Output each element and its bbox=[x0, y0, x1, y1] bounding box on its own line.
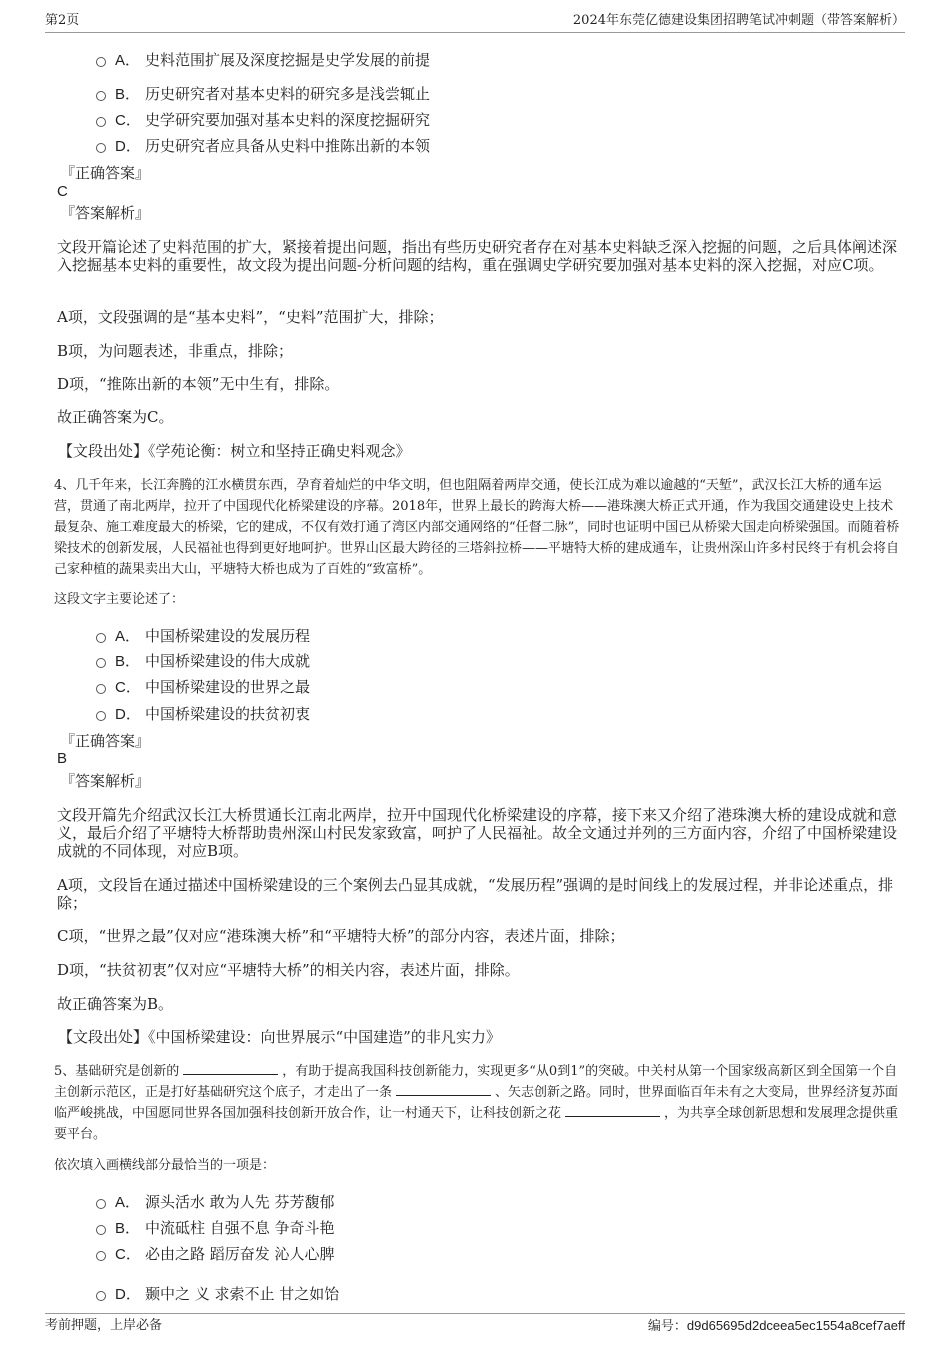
document-code: 编号：d9d65695d2dceea5ec1554a8cef7aeff bbox=[647, 1318, 905, 1333]
q4-conclusion: 故正确答案为B。 bbox=[57, 995, 174, 1013]
q4-answer: B bbox=[57, 750, 68, 767]
q3-analysis-a: A项，文段强调的是“基本史料”，“史料”范围扩大，排除； bbox=[57, 308, 444, 326]
q5-option-c[interactable]: C． 必由之路 蹈厉奋发 沁人心脾 bbox=[96, 1244, 335, 1265]
q5-option-b[interactable]: B． 中流砥柱 自强不息 争奇斗艳 bbox=[96, 1218, 335, 1239]
q4-option-c[interactable]: C． 中国桥梁建设的世界之最 bbox=[96, 677, 310, 698]
q5-option-d[interactable]: D． 颞中之 义 求索不止 甘之如饴 bbox=[96, 1284, 339, 1305]
q4-analysis-d: D项，“扶贫初衷”仅对应“平塘特大桥”的相关内容，表述片面，排除。 bbox=[57, 961, 520, 979]
q3-option-b[interactable]: B． 历史研究者对基本史料的研究多是浅尝辄止 bbox=[96, 84, 430, 105]
q3-conclusion: 故正确答案为C。 bbox=[57, 408, 174, 426]
q3-analysis-d: D项，“推陈出新的本领”无中生有，排除。 bbox=[57, 375, 340, 393]
radio-icon[interactable] bbox=[96, 633, 106, 643]
footer-slogan: 考前押题，上岸必备 bbox=[45, 1318, 163, 1333]
q3-analysis-label: 『答案解析』 bbox=[60, 204, 151, 222]
radio-icon[interactable] bbox=[96, 57, 106, 67]
q4-source: 【文段出处】《中国桥梁建设：向世界展示“中国建造”的非凡实力》 bbox=[58, 1028, 501, 1046]
radio-icon[interactable] bbox=[96, 658, 106, 668]
q4-question-text: 4、几千年来，长江奔腾的江水横贯东西，孕育着灿烂的中华文明，但也阻隔着两岸交通，使长江成为难以逾越的“天堑”，武汉长江大桥的通车运营，贯通了南北两岸，拉开了中国现代化桥梁建设的序幕。2018年，世界上最长的跨海大桥——港珠澳大桥正式开通，作为我国交通建设史上技术最复杂、施工难度最大的桥梁，它的建成，不仅有效打通了湾区内部交通网络的“任督二脉”，同时也证明中国已从桥梁大国走向桥梁强国。而随着桥梁技术的创新发展，人民福祉也得到更好地呵护。世界山区最大跨径的三塔斜拉桥——平塘特大桥的建成通车，让贵州深山许多村民终于有机会将自己家种植的蔬果卖出大山，平塘特大桥也成为了百姓的“致富桥”。 bbox=[54, 478, 900, 577]
radio-icon[interactable] bbox=[96, 117, 106, 127]
radio-icon[interactable] bbox=[96, 684, 106, 694]
q3-answer-label: 『正确答案』 bbox=[60, 164, 151, 182]
radio-icon[interactable] bbox=[96, 91, 106, 101]
q4-option-d[interactable]: D． 中国桥梁建设的扶贫初衷 bbox=[96, 704, 310, 725]
radio-icon[interactable] bbox=[96, 143, 106, 153]
document-title: 2024年东莞亿德建设集团招聘笔试冲刺题（带答案解析） bbox=[572, 13, 905, 28]
q4-prompt: 这段文字主要论述了： bbox=[54, 592, 185, 607]
q4-answer-label: 『正确答案』 bbox=[60, 732, 151, 750]
q3-option-c[interactable]: C． 史学研究要加强对基本史料的深度挖掘研究 bbox=[96, 110, 430, 131]
radio-icon[interactable] bbox=[96, 1251, 106, 1261]
q3-option-d[interactable]: D． 历史研究者应具备从史料中推陈出新的本领 bbox=[96, 136, 430, 157]
fill-blank-2 bbox=[396, 1083, 491, 1096]
q3-source: 【文段出处】《学苑论衡：树立和坚持正确史料观念》 bbox=[58, 442, 411, 460]
page-number: 第2页 bbox=[45, 13, 80, 28]
radio-icon[interactable] bbox=[96, 1199, 106, 1209]
q4-analysis-a: A项，文段旨在通过描述中国桥梁建设的三个案例去凸显其成就，“发展历程”强调的是时间线上的发展过程，并非论述重点，排除； bbox=[57, 876, 894, 912]
q3-analysis-main: 文段开篇论述了史料范围的扩大，紧接着提出问题，指出有些历史研究者存在对基本史料缺乏深入挖掘的问题，之后具体阐述深入挖掘基本史料的重要性，故文段为提出问题-分析问题的结构，重在强调史学研究要加强对基本史料的深入挖掘，对应C项。 bbox=[57, 238, 898, 274]
page-header bbox=[45, 10, 905, 33]
q3-analysis-b: B项，为问题表述，非重点，排除； bbox=[57, 342, 294, 360]
q4-option-a[interactable]: A． 中国桥梁建设的发展历程 bbox=[96, 626, 310, 647]
radio-icon[interactable] bbox=[96, 1291, 106, 1301]
q3-answer: C bbox=[57, 183, 68, 200]
q4-option-b[interactable]: B． 中国桥梁建设的伟大成就 bbox=[96, 651, 310, 672]
q5-prompt: 依次填入画横线部分最恰当的一项是： bbox=[54, 1158, 276, 1173]
fill-blank-3 bbox=[565, 1104, 660, 1117]
q5-question-text: 5、基础研究是创新的 ，有助于提高我国科技创新能力，实现更多“从0到1”的突破。中关村从第一个国家级高新区到全国第一个自主创新示范区，正是打好基础研究这个底子，才走出了一条 、矢志创新之路。同时，世界面临百年未有之大变局，世界经济复苏面临严峻挑战，中国愿同世界各国加强科技创新开放合作，让一村通天下，让科技创新之花 ，为共享全球创新思想和发展理念提供重要平台。 bbox=[54, 1064, 899, 1142]
radio-icon[interactable] bbox=[96, 711, 106, 721]
radio-icon[interactable] bbox=[96, 1225, 106, 1235]
q3-option-a[interactable]: A． 史料范围扩展及深度挖掘是史学发展的前提 bbox=[96, 50, 430, 71]
fill-blank-1 bbox=[183, 1062, 278, 1075]
q4-analysis-c: C项，“世界之最”仅对应“港珠澳大桥”和“平塘特大桥”的部分内容，表述片面，排除； bbox=[57, 927, 625, 945]
q4-analysis-label: 『答案解析』 bbox=[60, 772, 151, 790]
q4-analysis-main: 文段开篇先介绍武汉长江大桥贯通长江南北两岸，拉开中国现代化桥梁建设的序幕，接下来又介绍了港珠澳大桥的建设成就和意义，最后介绍了平塘特大桥帮助贵州深山村民发家致富，呵护了人民福祉。故全文通过并列的三方面内容，介绍了中国桥梁建设成就的不同体现，对应B项。 bbox=[57, 806, 898, 860]
page-footer bbox=[45, 1313, 905, 1334]
q5-option-a[interactable]: A． 源头活水 敢为人先 芬芳馥郁 bbox=[96, 1192, 335, 1213]
